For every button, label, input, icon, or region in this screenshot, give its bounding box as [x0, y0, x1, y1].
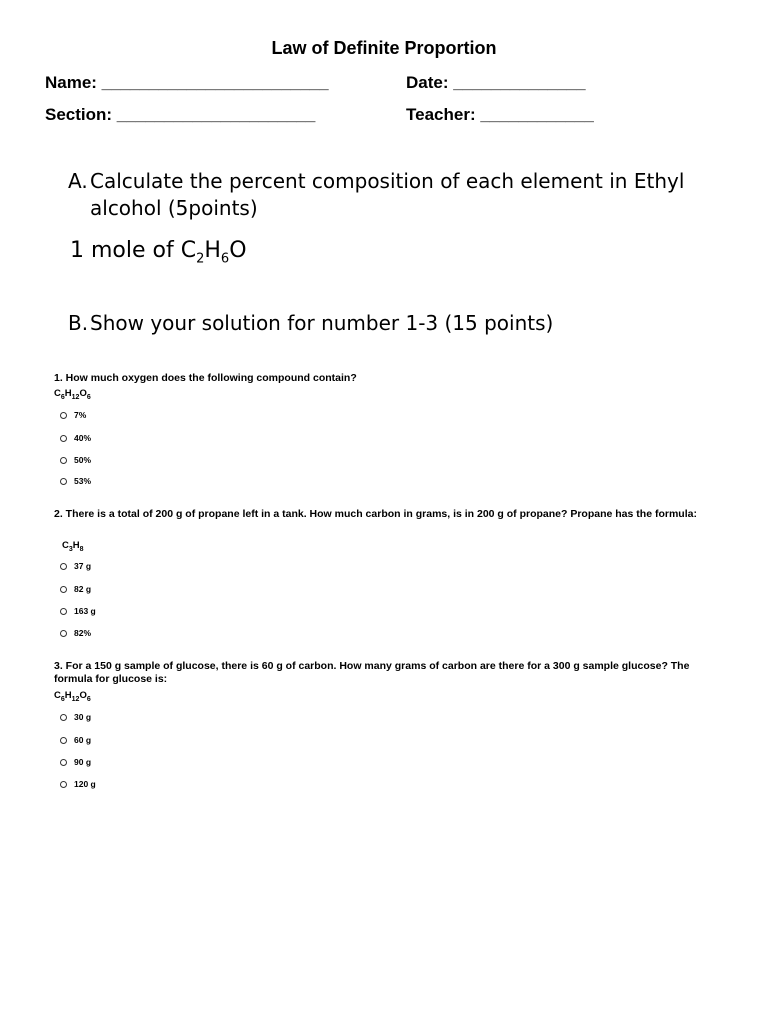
section-a-text-line2: alcohol (5points) — [90, 196, 258, 220]
question-3-option[interactable]: 60 g — [60, 735, 91, 745]
question-1-option[interactable]: 7% — [60, 410, 86, 420]
question-3-option[interactable]: 120 g — [60, 779, 96, 789]
question-2-option[interactable]: 82 g — [60, 584, 91, 594]
teacher-field[interactable]: Teacher: ____________ — [406, 105, 594, 124]
question-3-text: 3. For a 150 g sample of glucose, there is 60 g of carbon. How many grams of carbon are there for a 300 g sample glucose? The formula for glucose is: — [54, 660, 690, 685]
radio-icon[interactable] — [60, 563, 67, 570]
section-a-text-line1: Calculate the percent composition of each element in Ethyl — [90, 169, 685, 193]
question-3-formula: $C_6H_{12}O_6$ — [54, 690, 91, 703]
section-b-letter: B. — [68, 311, 89, 335]
radio-icon[interactable] — [60, 586, 67, 593]
question-3-option[interactable]: 30 g — [60, 712, 91, 722]
section-b-heading — [68, 310, 553, 337]
date-field[interactable]: Date: ______________ — [406, 73, 586, 92]
question-2-formula: $C_3H_8$ — [62, 540, 84, 553]
radio-icon[interactable] — [60, 608, 67, 615]
radio-icon[interactable] — [60, 714, 67, 721]
radio-icon[interactable] — [60, 435, 67, 442]
section-a-heading — [68, 168, 684, 222]
question-1-option[interactable]: 40% — [60, 433, 91, 443]
formula-subscript: 2 — [196, 251, 205, 267]
question-1-option[interactable]: 53% — [60, 476, 91, 486]
question-2-option[interactable]: 163 g — [60, 606, 96, 616]
question-1-option[interactable]: 50% — [60, 455, 91, 465]
radio-icon[interactable] — [60, 759, 67, 766]
question-2-option[interactable]: 37 g — [60, 561, 91, 571]
radio-icon[interactable] — [60, 630, 67, 637]
question-2-text: 2. There is a total of 200 g of propane left in a tank. How much carbon in grams, is in 200 g of propane? Propane has the formula: — [54, 508, 697, 520]
section-b-text: Show your solution for number 1-3 (15 points) — [90, 311, 554, 335]
mole-text: 1 mole of C — [70, 238, 197, 263]
formula-element: H — [204, 238, 221, 263]
question-1-text: 1. How much oxygen does the following compound contain? — [54, 372, 357, 384]
formula-subscript: 6 — [220, 251, 230, 267]
question-2-option[interactable]: 82% — [60, 628, 91, 638]
question-1-formula: $C_6H_{12}O_6$ — [54, 388, 91, 401]
radio-icon[interactable] — [60, 412, 67, 419]
name-field[interactable]: Name: ________________________ — [45, 73, 329, 92]
radio-icon[interactable] — [60, 478, 67, 485]
section-a-letter: A. — [68, 169, 88, 193]
ethyl-alcohol-formula — [70, 238, 247, 266]
radio-icon[interactable] — [60, 457, 67, 464]
question-3-option[interactable]: 90 g — [60, 757, 91, 767]
radio-icon[interactable] — [60, 737, 67, 744]
page-title: Law of Definite Proportion — [271, 38, 497, 58]
section-field[interactable]: Section: _____________________ — [45, 105, 316, 124]
radio-icon[interactable] — [60, 781, 67, 788]
formula-element: O — [229, 238, 247, 263]
